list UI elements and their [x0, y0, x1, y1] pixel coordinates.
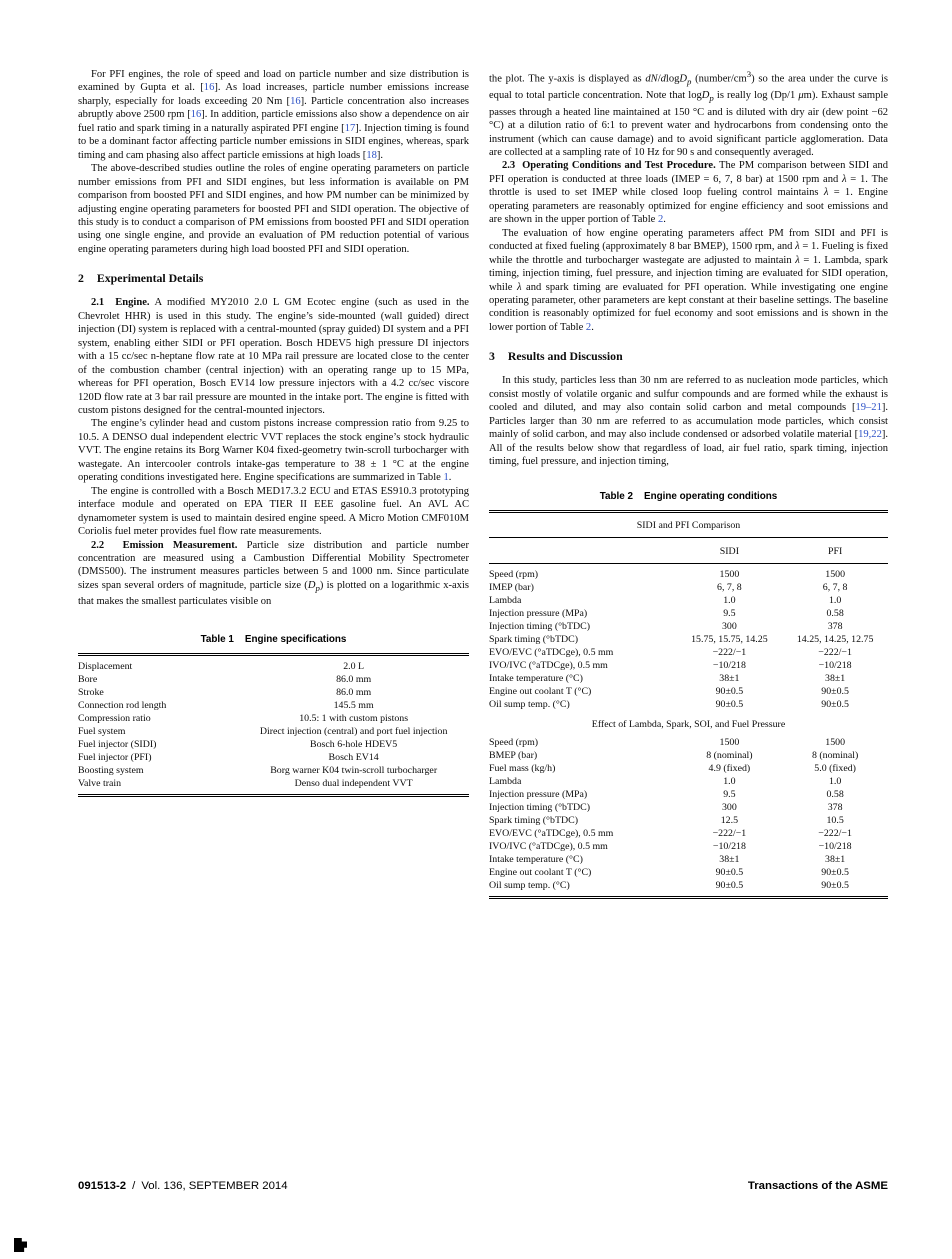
citation-ref[interactable]: 19–21: [855, 402, 882, 414]
table-cell: 90±0.5: [821, 698, 849, 710]
table-cell: 4.9 (fixed): [708, 762, 751, 774]
table-cell: Engine out coolant T (°C): [489, 866, 592, 878]
table-cell: Intake temperature (°C): [489, 853, 583, 865]
table-cell: 38±1: [719, 672, 740, 684]
section-heading-results-discussion: [489, 349, 888, 364]
table-cell: PFI: [782, 537, 888, 563]
paragraph-emission-measurement: 2.2 Emission Measurement. Particle size distribution and particle number concentration are measured using a Cambustion Differential Mobility Spectrometer (DMS500). The instrument measures particles between 5 and 1000 nm. Since particulate sizes span several orders of magnitude, particle size $(D_p)$ is plotted on a logarithmic x-axis that makes the smallest particulates visible on: [78, 539, 469, 608]
table-cell: 10.5: 1 with custom pistons: [299, 712, 409, 724]
print-artifact-mark: [14, 1238, 27, 1252]
table-ref[interactable]: 2: [657, 214, 664, 226]
table-cell: 86.0 mm: [336, 673, 372, 685]
data-row: [489, 633, 888, 646]
table-cell: Bosch EV14: [328, 751, 379, 763]
page-number: 091513-2: [78, 1180, 127, 1192]
table-cell: Borg warner K04 twin-scroll turbocharger: [270, 764, 438, 776]
table2: [489, 513, 888, 896]
table-cell: 5.0 (fixed): [814, 762, 856, 774]
table-cell: 8 (nominal): [811, 749, 859, 761]
table-cell: SIDI: [677, 537, 783, 563]
section-number: 2: [78, 271, 84, 286]
table-cell: Fuel injector (PFI): [78, 751, 152, 763]
table1-caption-label: Table 1: [200, 633, 234, 645]
table-cell: 38±1: [825, 853, 846, 865]
data-row: [489, 879, 888, 896]
table-cell: 90±0.5: [715, 866, 744, 878]
spec-row: [78, 725, 469, 738]
table-cell: 1.0: [828, 594, 842, 606]
table-cell: 0.58: [826, 788, 844, 800]
table-cell: 6, 7, 8: [822, 581, 848, 593]
volume-date: Vol. 136, SEPTEMBER 2014: [141, 1180, 288, 1192]
spec-row: [78, 764, 469, 777]
data-row: [489, 581, 888, 594]
table-cell: 38±1: [719, 853, 740, 865]
table1-caption-title: Engine specifications: [244, 633, 347, 645]
spec-row: [78, 673, 469, 686]
paragraph-particle-modes: In this study, particles less than 30 nm are referred to as nucleation mode particles, which consist mostly of volatile organic and sulfur compounds and are formed while the exhaust is cooled and diluted, and may also contain solid carbon and metal compounds [19–21]. Particles larger than 30 nm are referred to as accumulation mode particles, which consist mainly of solid carbon, and may also include condensed or adsorbed volatile material [19,22]. All of the results below show that regardless of load, air fuel ratio, spark timing, injection timing, fuel pressure, and injection timing,: [489, 375, 888, 468]
spec-row: [78, 751, 469, 764]
table-cell: −222/−1: [818, 646, 852, 658]
table-cell: SIDI and PFI Comparison: [489, 513, 888, 538]
table-cell: Engine out coolant T (°C): [489, 685, 592, 697]
data-row: [489, 685, 888, 698]
table2-caption-title: Engine operating conditions: [643, 490, 778, 502]
table-cell: Stroke: [78, 686, 104, 698]
citation-ref[interactable]: 18: [366, 149, 377, 161]
data-row: [489, 775, 888, 788]
table-cell: Bosch 6-hole HDEV5: [310, 738, 398, 750]
table-cell: 90±0.5: [715, 698, 744, 710]
table-cell: Fuel injector (SIDI): [78, 738, 157, 750]
table-cell: EVO/EVC (°aTDCge), 0.5 mm: [489, 646, 614, 658]
data-row: [489, 659, 888, 672]
table1-engine-specifications: [78, 634, 469, 797]
data-row: [489, 762, 888, 775]
table-cell: −222/−1: [712, 827, 747, 839]
table-cell: 9.5: [723, 788, 736, 800]
table-cell: Effect of Lambda, Spark, SOI, and Fuel Pressure: [591, 718, 786, 730]
table-cell: 12.5: [720, 814, 739, 826]
table-cell: Bore: [78, 673, 98, 685]
table2-caption-label: Table 2: [599, 490, 633, 502]
table-cell: −10/218: [712, 659, 746, 671]
data-row: [489, 827, 888, 840]
data-row: [489, 594, 888, 607]
data-row: [489, 749, 888, 762]
citation-ref[interactable]: 16: [290, 95, 301, 107]
spec-row: [78, 656, 469, 673]
table-cell: IVO/IVC (°aTDCge), 0.5 mm: [489, 840, 608, 852]
table-cell: Fuel system: [78, 725, 126, 737]
paragraph-intro-pfi: For PFI engines, the role of speed and load on particle number and size distribution is examined by Gupta et al. [16]. As load increases, particle number emissions increase sharply, especially for loads exceeding 20 Nm [16]. Particle concentration also increases abruptly above 2500 rpm [16]. In addition, particle emissions also show a dependence on air fuel ratio and spark timing in a naturally aspirated PFI engine [17]. Injection timing is found to be a dominant factor affecting particle number emissions in SIDI engines, whereas, spark timing and cam phasing also affect particle emissions at high loads [18].: [78, 69, 469, 161]
table-cell: Spark timing (°bTDC): [489, 814, 578, 826]
table-cell: [489, 537, 677, 563]
table-cell: Intake temperature (°C): [489, 672, 583, 684]
citation-ref[interactable]: 16: [203, 82, 215, 94]
table-cell: 90±0.5: [821, 879, 849, 891]
table-cell: 90±0.5: [715, 685, 744, 697]
table2-caption: [489, 491, 888, 502]
footer-left: [78, 1180, 288, 1192]
table-cell: Injection pressure (MPa): [489, 607, 588, 619]
table-cell: 1500: [825, 568, 845, 580]
table-cell: IMEP (bar): [489, 581, 534, 593]
data-row: [489, 840, 888, 853]
table-cell: 14.25, 14.25, 12.75: [796, 633, 874, 645]
citation-ref[interactable]: 19,22: [858, 429, 882, 441]
table-cell: 10.5: [826, 814, 844, 826]
table-cell: 2.0 L: [343, 660, 365, 672]
data-row: [489, 866, 888, 879]
table-cell: 1.0: [828, 775, 842, 787]
table-cell: Injection timing (°bTDC): [489, 620, 591, 632]
table-cell: 300: [721, 801, 737, 813]
spec-row: [78, 686, 469, 699]
data-row: [489, 788, 888, 801]
data-row: [489, 672, 888, 685]
table-cell: Displacement: [78, 660, 133, 672]
table-cell: 90±0.5: [821, 866, 849, 878]
table-cell: Connection rod length: [78, 699, 167, 711]
table-cell: Injection timing (°bTDC): [489, 801, 591, 813]
table-cell: 1500: [825, 736, 845, 748]
spec-row: [78, 777, 469, 794]
column-header-row: [489, 537, 888, 563]
data-row: [489, 698, 888, 715]
table-cell: 8 (nominal): [706, 749, 753, 761]
table-ref[interactable]: 1: [443, 472, 449, 484]
paragraph-cylinder-head: The engine’s cylinder head and custom pistons increase compression ratio from 9.25 to 10.5. A DENSO dual independent electric VVT replaces the stock engine’s stock hydraulic VVT. The engine retains its Borg Warner K04 fixed-geometry twin-scroll turbocharger with wastegate. An intercooler controls intake-gas temperature to 38 ± 1 °C at the engine operating conditions investigated here. Engine specifications are summarized in Table 1.: [78, 418, 469, 484]
paragraph-engine-control: The engine is controlled with a Bosch MED17.3.2 ECU and ETAS ES910.3 prototyping interface module and operated on EPA TIER II EEE gasoline fuel. An AVL AC dynamometer system is used to maintain desired engine speed. A Micro Motion CMF010M Coriolis fuel meter provides fuel flow rate measurements.: [78, 485, 469, 538]
data-row: [489, 853, 888, 866]
paragraph-study-objective: The above-described studies outline the roles of engine operating parameters on particle number emissions from PFI and SIDI engines, but less information is available on PM comparison from boosted PFI and SIDI engines, and how PM number can be minimized by adjusting engine operating parameters for boosted PFI and SIDI operation. The objective of this study is to conduct a comparison of PM emissions from boosted PFI and SIDI operation using one single engine, and provide an evaluation of PM reduction potential of various engine operating parameters during high load boosted PFI and SIDI operation.: [78, 163, 469, 255]
data-row: [489, 607, 888, 620]
right-column: [489, 68, 888, 899]
data-row: [489, 620, 888, 633]
table-cell: −10/218: [818, 840, 852, 852]
table-cell: 6, 7, 8: [717, 581, 742, 593]
table-cell: EVO/EVC (°aTDCge), 0.5 mm: [489, 827, 614, 839]
table-cell: Boosting system: [78, 764, 144, 776]
data-row: [489, 732, 888, 749]
paragraph-operating-conditions: 2.3 Operating Conditions and Test Procedure. The PM comparison between SIDI and PFI operation is conducted at three loads (IMEP = 6, 7, 8 bar) at 1500 rpm and λ = 1. The throttle is used to set IMEP while closed loop fueling control maintains λ = 1. Engine operating parameters are reasonably optimized for engine efficiency and soot emissions and are shown in the upper portion of Table 2.: [489, 160, 888, 226]
table-cell: −222/−1: [712, 646, 747, 658]
table-cell: −10/218: [712, 840, 746, 852]
table-cell: 145.5 mm: [333, 699, 374, 711]
table-cell: 90±0.5: [821, 685, 849, 697]
table-cell: −222/−1: [818, 827, 852, 839]
citation-ref[interactable]: 17: [344, 122, 356, 134]
table-cell: 1.0: [723, 594, 736, 606]
table-cell: −10/218: [818, 659, 852, 671]
table-cell: Fuel mass (kg/h): [489, 762, 556, 774]
journal-name: Transactions of the ASME: [747, 1180, 888, 1192]
paragraph-engine: 2.1 Engine. A modified MY2010 2.0 L GM Ecotec engine (such as used in the Chevrolet HHR) is used in this study. The engine’s side-mounted (wall guided) direct injection (DI) system is replaced with a central-mounted (spray guided) DI system and a PFI system, enabling either SIDI or PFI operation. Bosch HDEV5 high pressure DI injectors with a 15 cc/sec n-heptane flow rate at 10 MPa rail pressure are located close to the center of the combustion chamber (central injection) with an operating range up to 15 MPa, whereas for PFI operation, Bosch EV14 low pressure injectors with a 4.2 cc/sec viscore 120D flow rate at 3 bar rail pressure are mounted in the intake port. The engine is fitted with custom pistons designed for the central-mounted injectors.: [78, 297, 469, 416]
table-cell: 15.75, 15.75, 14.25: [691, 633, 768, 645]
table-cell: Speed (rpm): [489, 736, 539, 748]
table-cell: 378: [827, 620, 843, 632]
table-cell: Lambda: [489, 775, 522, 787]
table-cell: Denso dual independent VVT: [294, 777, 413, 789]
group-title-row: [489, 715, 888, 732]
table-cell: 300: [721, 620, 737, 632]
table-cell: 1500: [719, 568, 740, 580]
page-footer: [78, 1180, 888, 1192]
spec-row: [78, 738, 469, 751]
spec-row: [78, 699, 469, 712]
table-cell: Oil sump temp. (°C): [489, 698, 570, 710]
section-title: Experimental Details: [96, 271, 204, 286]
table-cell: Injection pressure (MPa): [489, 788, 588, 800]
spec-row: [78, 712, 469, 725]
paragraph-parameter-evaluation: The evaluation of how engine operating parameters affect PM from SIDI and PFI is conducted at fixed fueling (approximately 8 bar BMEP), 1500 rpm, and λ = 1. Fueling is fixed while the throttle and turbocharger wastegate are adjusted to maintain λ = 1. Lambda, spark timing, injection timing, fuel pressure, and injection timing are evaluated for SIDI operation, while λ and spark timing are evaluated for PFI operation. While investigating one engine operating parameter, other parameters are kept constant at their baseline settings. The baseline condition is reasonably optimized for fuel economy and soot emissions and is shown in the lower portion of Table 2.: [489, 227, 888, 333]
table1-bottom-rule: [78, 794, 469, 797]
citation-ref[interactable]: 16: [190, 109, 202, 121]
paragraph-dms-plot: the plot. The y-axis is displayed as dN/dlogD$_p$ $(number/cm^3)$ so the area under the curve is equal to total particle concentration. Note that logD$_p$ is really log (Dp/1 μm). Exhaust sample passes through a heated line maintained at 150 °C and is diluted with dry air (dew point −62 °C) at a dilution ratio of 6:1 to prevent water and hydrocarbons from condensing onto the instrument (which can cause damage) and to avoid significant particle agglomeration. Data are collected at a sampling rate of 10 Hz for 90 s and consequently averaged.: [489, 69, 889, 158]
table-cell: Oil sump temp. (°C): [489, 879, 570, 891]
data-row: [489, 801, 888, 814]
table2-engine-operating-conditions: [489, 491, 888, 899]
table-cell: Speed (rpm): [489, 568, 539, 580]
group-title-row: [489, 513, 888, 538]
footer-separator: /: [132, 1180, 136, 1192]
section-title: Results and Discussion: [507, 349, 623, 364]
table-cell: Lambda: [489, 594, 522, 606]
table1: [78, 656, 469, 794]
data-row: [489, 814, 888, 827]
table-cell: 90±0.5: [715, 879, 744, 891]
table-cell: Spark timing (°bTDC): [489, 633, 578, 645]
left-column: [78, 68, 469, 797]
table-cell: 38±1: [825, 672, 846, 684]
table-ref[interactable]: 2: [585, 321, 592, 333]
data-row: [489, 563, 888, 581]
table-cell: BMEP (bar): [489, 749, 538, 761]
table-cell: 378: [827, 801, 843, 813]
data-row: [489, 646, 888, 659]
table-cell: 1.0: [723, 775, 736, 787]
section-number: 3: [489, 349, 495, 364]
section-heading-experimental-details: [78, 271, 469, 286]
table-cell: IVO/IVC (°aTDCge), 0.5 mm: [489, 659, 608, 671]
table-cell: Compression ratio: [78, 712, 151, 724]
table2-bottom-rule: [489, 896, 888, 899]
table-cell: 1500: [719, 736, 740, 748]
table-cell: 0.58: [826, 607, 844, 619]
table1-caption: [78, 634, 469, 645]
table-cell: 86.0 mm: [336, 686, 372, 698]
table-cell: 9.5: [723, 607, 736, 619]
table-cell: Valve train: [78, 777, 122, 789]
table-cell: Direct injection (central) and port fuel injection: [259, 725, 448, 737]
